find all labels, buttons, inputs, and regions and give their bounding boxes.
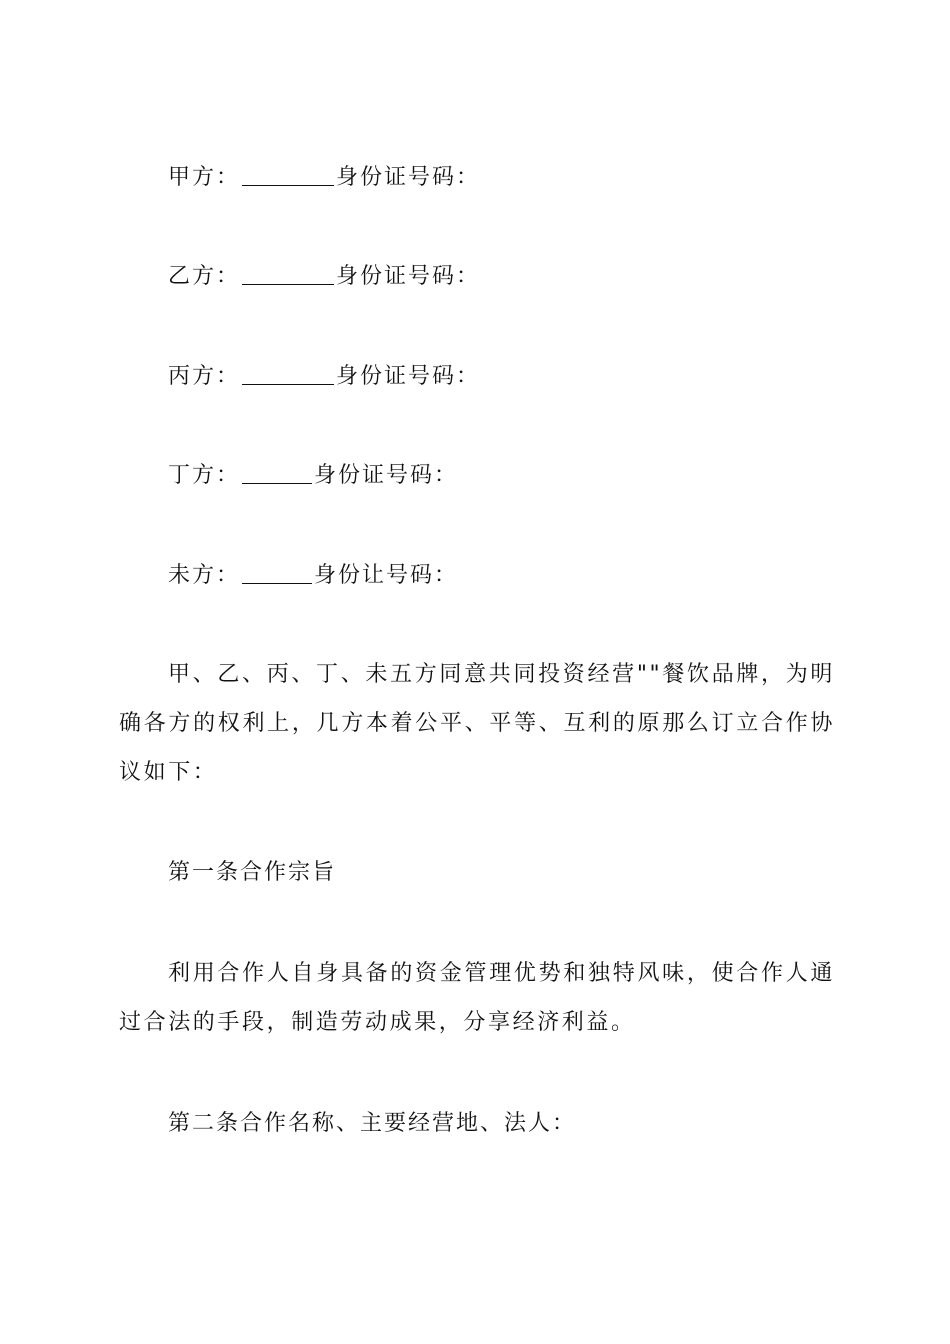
party-line-b [168,264,480,290]
id-label: 身份让号码： [314,563,459,588]
party-name: 未方： [168,563,241,588]
name-blank [242,565,312,584]
name-blank [242,266,334,285]
name-blank [242,366,334,385]
party-name: 丁方： [168,463,241,488]
party-line-a [168,165,480,191]
article-1-title: 第一条合作宗旨 [168,860,337,885]
name-blank [242,465,312,484]
name-blank [242,167,334,186]
intro-paragraph: 甲、乙、丙、丁、未五方同意共同投资经营""餐饮品牌，为明确各方的权利上，几方本着公平、平等、互利的原那么订立合作协议如下： [119,662,835,785]
id-label: 身份证号码： [336,264,481,289]
article-1-body: 利用合作人自身具备的资金管理优势和独特风味，使合作人通过合法的手段，制造劳动成果，分享经济利益。 [119,961,835,1035]
party-name: 甲方： [168,165,241,190]
id-label: 身份证号码： [336,364,481,389]
id-label: 身份证号码： [336,165,481,190]
article-2-title: 第二条合作名称、主要经营地、法人： [168,1111,577,1136]
party-line-e [168,563,458,589]
party-line-c [168,364,480,390]
party-name: 丙方： [168,364,241,389]
party-name: 乙方： [168,264,241,289]
party-line-d [168,463,458,489]
id-label: 身份证号码： [314,463,459,488]
